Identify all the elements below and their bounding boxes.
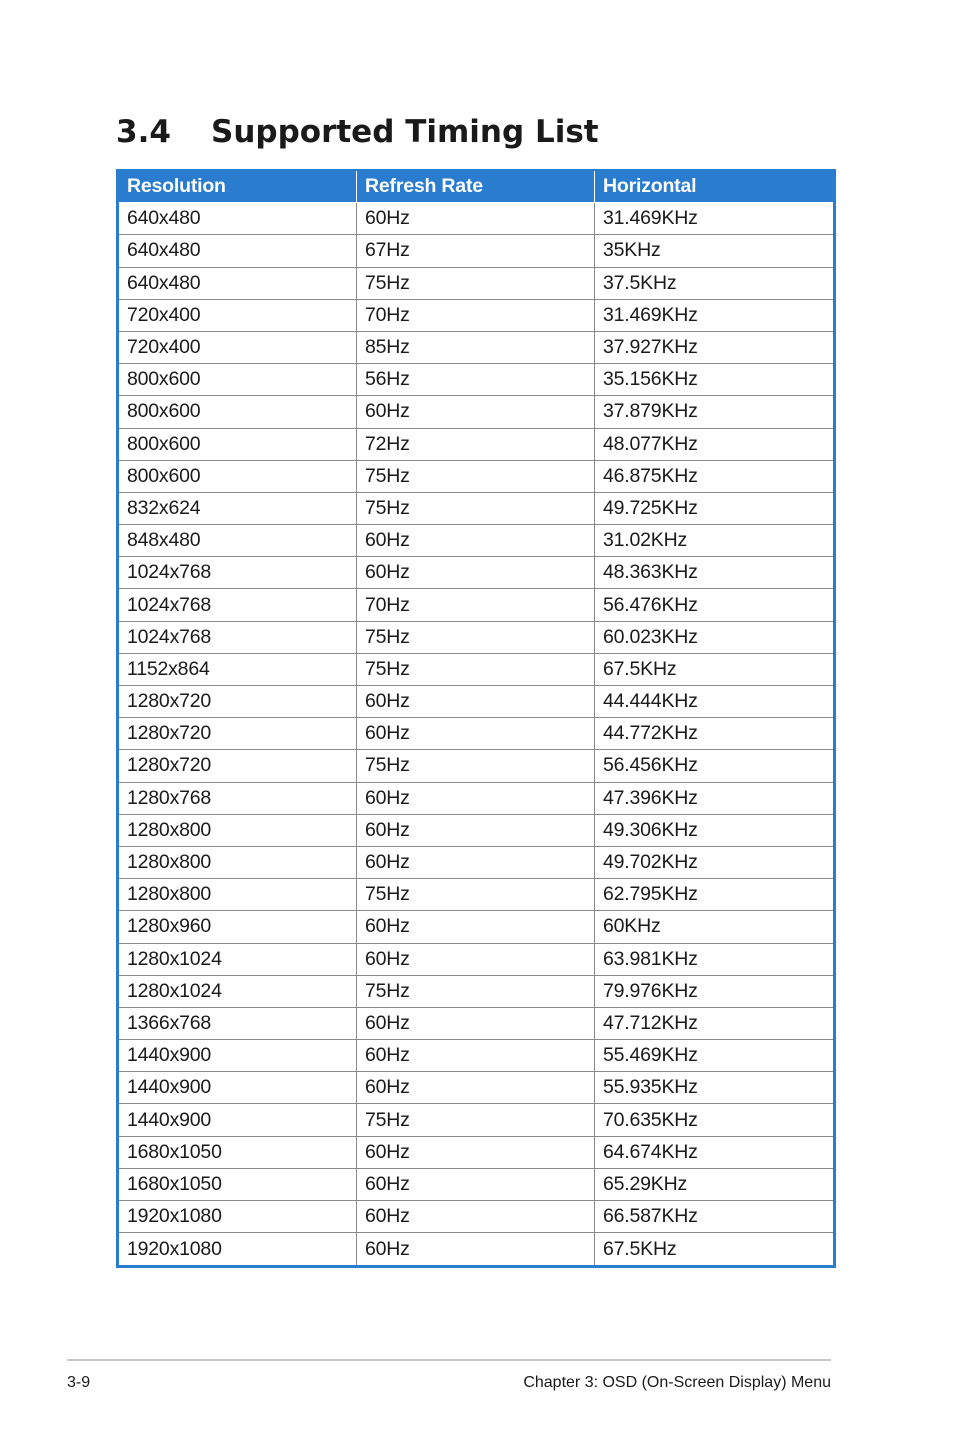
cell-resolution: 1920x1080: [119, 1233, 357, 1265]
table-row: [119, 589, 833, 621]
cell-horizontal: 47.396KHz: [603, 786, 698, 809]
cell-resolution: 1024x768: [119, 557, 357, 588]
section-title: Supported Timing List: [211, 114, 599, 150]
table-row: [119, 364, 833, 396]
cell-horizontal: 56.456KHz: [603, 754, 698, 777]
table-row: [119, 1072, 833, 1104]
section-heading: [116, 114, 599, 150]
cell-horizontal: 62.795KHz: [603, 883, 698, 906]
cell-resolution: 800x600: [119, 461, 357, 492]
table-row: [119, 654, 833, 686]
cell-horizontal: 79.976KHz: [603, 979, 698, 1002]
table-row: [119, 235, 833, 267]
footer-divider: [67, 1359, 831, 1361]
cell-refresh-rate: 60Hz: [357, 718, 595, 749]
cell-horizontal: 49.725KHz: [603, 496, 698, 519]
cell-resolution: 720x400: [119, 300, 357, 331]
cell-refresh-rate: 85Hz: [357, 332, 595, 363]
table-row: [119, 686, 833, 718]
cell-refresh-rate: 70Hz: [357, 300, 595, 331]
cell-resolution: 1366x768: [119, 1008, 357, 1039]
cell-horizontal: 46.875KHz: [603, 464, 698, 487]
table-row: [119, 1233, 833, 1265]
table-row: [119, 718, 833, 750]
cell-horizontal: 63.981KHz: [603, 947, 698, 970]
cell-horizontal: 60KHz: [603, 915, 661, 938]
cell-resolution: 1024x768: [119, 589, 357, 620]
cell-resolution: 1152x864: [119, 654, 357, 685]
cell-horizontal: 49.702KHz: [603, 851, 698, 874]
cell-refresh-rate: 67Hz: [357, 235, 595, 266]
table-row: [119, 461, 833, 493]
table-header-row: [119, 171, 833, 203]
chapter-label: Chapter 3: OSD (On-Screen Display) Menu: [523, 1374, 831, 1391]
cell-resolution: 640x480: [119, 235, 357, 266]
cell-resolution: 1440x900: [119, 1040, 357, 1071]
cell-horizontal: 55.935KHz: [603, 1076, 698, 1099]
cell-resolution: 832x624: [119, 493, 357, 524]
cell-resolution: 800x600: [119, 429, 357, 460]
cell-refresh-rate: 60Hz: [357, 944, 595, 975]
cell-resolution: 1280x768: [119, 783, 357, 814]
cell-resolution: 1280x800: [119, 815, 357, 846]
cell-refresh-rate: 75Hz: [357, 976, 595, 1007]
cell-refresh-rate: 72Hz: [357, 429, 595, 460]
table-row: [119, 976, 833, 1008]
cell-horizontal: 31.02KHz: [603, 529, 688, 552]
table-row: [119, 815, 833, 847]
cell-resolution: 1440x900: [119, 1072, 357, 1103]
header-refresh-rate: Refresh Rate: [357, 171, 595, 202]
table-row: [119, 525, 833, 557]
table-row: [119, 750, 833, 782]
cell-resolution: 1280x720: [119, 718, 357, 749]
table-row: [119, 493, 833, 525]
cell-resolution: 1920x1080: [119, 1201, 357, 1232]
table-row: [119, 300, 833, 332]
cell-resolution: 1280x720: [119, 686, 357, 717]
cell-refresh-rate: 60Hz: [357, 1072, 595, 1103]
cell-refresh-rate: 60Hz: [357, 1137, 595, 1168]
cell-refresh-rate: 75Hz: [357, 1104, 595, 1135]
cell-refresh-rate: 60Hz: [357, 396, 595, 427]
table-row: [119, 847, 833, 879]
cell-refresh-rate: 75Hz: [357, 622, 595, 653]
table-row: [119, 1104, 833, 1136]
cell-refresh-rate: 60Hz: [357, 1201, 595, 1232]
table-row: [119, 783, 833, 815]
cell-refresh-rate: 60Hz: [357, 1040, 595, 1071]
table-row: [119, 911, 833, 943]
cell-horizontal: 31.469KHz: [603, 207, 698, 230]
cell-horizontal: 65.29KHz: [603, 1172, 688, 1195]
cell-resolution: 720x400: [119, 332, 357, 363]
cell-resolution: 1280x1024: [119, 976, 357, 1007]
cell-refresh-rate: 60Hz: [357, 815, 595, 846]
cell-refresh-rate: 60Hz: [357, 911, 595, 942]
cell-resolution: 640x480: [119, 268, 357, 299]
cell-resolution: 1024x768: [119, 622, 357, 653]
table-row: [119, 396, 833, 428]
cell-refresh-rate: 70Hz: [357, 589, 595, 620]
cell-horizontal: 37.5KHz: [603, 271, 677, 294]
cell-resolution: 848x480: [119, 525, 357, 556]
cell-resolution: 640x480: [119, 203, 357, 234]
cell-horizontal: 56.476KHz: [603, 593, 698, 616]
cell-refresh-rate: 75Hz: [357, 879, 595, 910]
cell-horizontal: 64.674KHz: [603, 1140, 698, 1163]
table-row: [119, 1201, 833, 1233]
cell-resolution: 1680x1050: [119, 1169, 357, 1200]
cell-resolution: 1280x720: [119, 750, 357, 781]
cell-horizontal: 35KHz: [603, 239, 661, 262]
table-row: [119, 203, 833, 235]
cell-horizontal: 49.306KHz: [603, 818, 698, 841]
header-horizontal: Horizontal: [603, 175, 697, 198]
cell-horizontal: 37.879KHz: [603, 400, 698, 423]
cell-resolution: 1440x900: [119, 1104, 357, 1135]
cell-resolution: 800x600: [119, 396, 357, 427]
table-row: [119, 944, 833, 976]
cell-refresh-rate: 75Hz: [357, 461, 595, 492]
cell-refresh-rate: 60Hz: [357, 1008, 595, 1039]
cell-resolution: 1280x800: [119, 847, 357, 878]
cell-refresh-rate: 60Hz: [357, 783, 595, 814]
header-resolution: Resolution: [119, 171, 357, 202]
cell-refresh-rate: 60Hz: [357, 557, 595, 588]
page-number: 3-9: [67, 1374, 91, 1391]
table-row: [119, 429, 833, 461]
cell-refresh-rate: 60Hz: [357, 203, 595, 234]
cell-resolution: 1680x1050: [119, 1137, 357, 1168]
table-row: [119, 1040, 833, 1072]
cell-horizontal: 31.469KHz: [603, 303, 698, 326]
table-row: [119, 622, 833, 654]
table-row: [119, 1137, 833, 1169]
cell-refresh-rate: 60Hz: [357, 1233, 595, 1265]
cell-refresh-rate: 75Hz: [357, 750, 595, 781]
cell-resolution: 800x600: [119, 364, 357, 395]
cell-refresh-rate: 75Hz: [357, 268, 595, 299]
table-row: [119, 332, 833, 364]
cell-horizontal: 47.712KHz: [603, 1011, 698, 1034]
table-row: [119, 1008, 833, 1040]
section-number: 3.4: [116, 114, 171, 150]
cell-horizontal: 48.077KHz: [603, 432, 698, 455]
cell-horizontal: 70.635KHz: [603, 1108, 698, 1131]
cell-resolution: 1280x800: [119, 879, 357, 910]
cell-horizontal: 67.5KHz: [603, 657, 677, 680]
cell-horizontal: 66.587KHz: [603, 1205, 698, 1228]
cell-horizontal: 37.927KHz: [603, 336, 698, 359]
cell-horizontal: 48.363KHz: [603, 561, 698, 584]
cell-horizontal: 55.469KHz: [603, 1044, 698, 1067]
table-row: [119, 557, 833, 589]
cell-resolution: 1280x960: [119, 911, 357, 942]
cell-refresh-rate: 75Hz: [357, 493, 595, 524]
table-row: [119, 268, 833, 300]
cell-refresh-rate: 60Hz: [357, 525, 595, 556]
cell-horizontal: 60.023KHz: [603, 625, 698, 648]
cell-refresh-rate: 60Hz: [357, 1169, 595, 1200]
table-row: [119, 1169, 833, 1201]
cell-refresh-rate: 60Hz: [357, 686, 595, 717]
cell-horizontal: 44.444KHz: [603, 690, 698, 713]
cell-horizontal: 35.156KHz: [603, 368, 698, 391]
timing-table: [116, 169, 836, 1268]
cell-refresh-rate: 56Hz: [357, 364, 595, 395]
cell-horizontal: 67.5KHz: [603, 1237, 677, 1260]
cell-horizontal: 44.772KHz: [603, 722, 698, 745]
cell-refresh-rate: 60Hz: [357, 847, 595, 878]
table-row: [119, 879, 833, 911]
cell-refresh-rate: 75Hz: [357, 654, 595, 685]
cell-resolution: 1280x1024: [119, 944, 357, 975]
